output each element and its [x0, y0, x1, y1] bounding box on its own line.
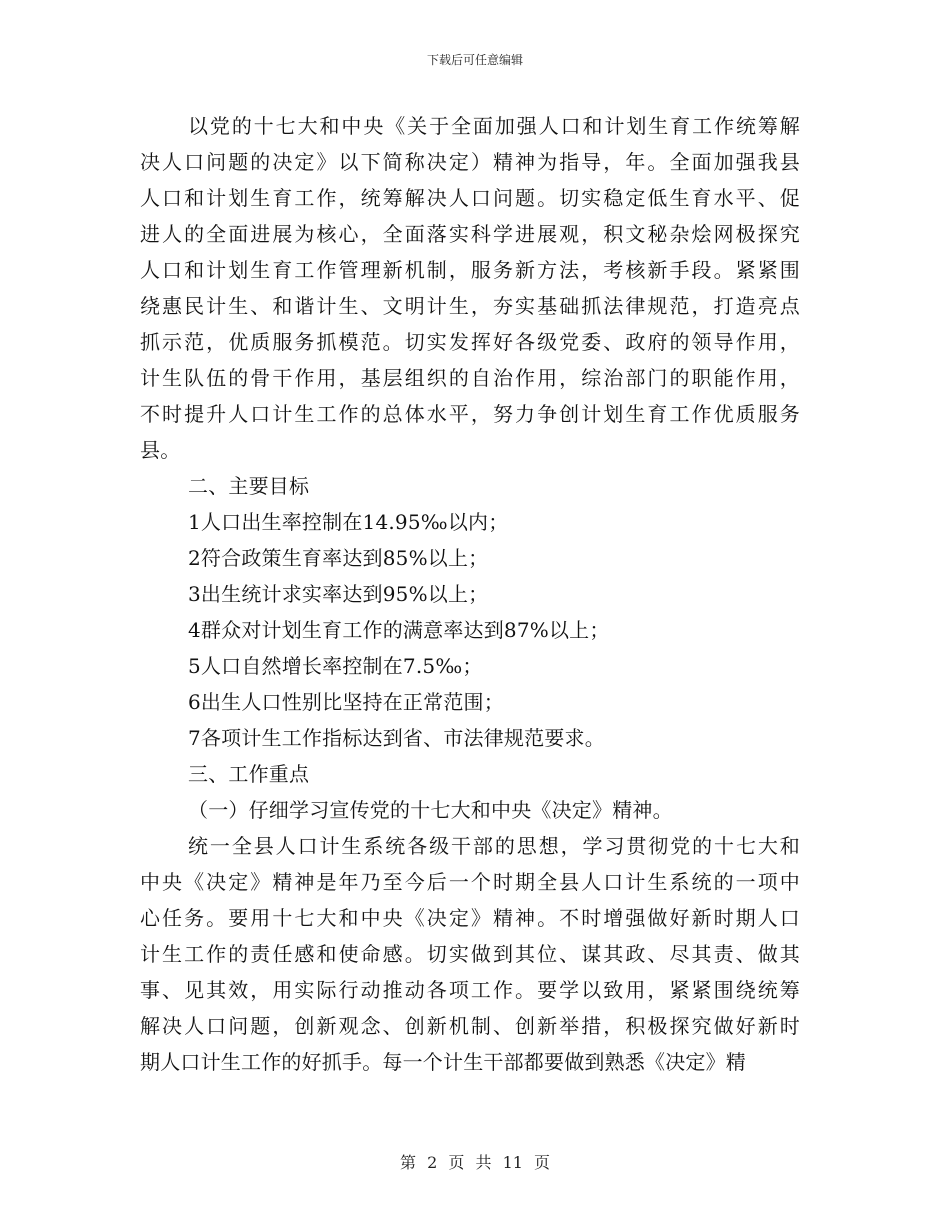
text-line: 事、见其效，用实际行动推动各项工作。要学以致用，紧紧围绕统筹: [140, 978, 800, 1002]
text-line: 三、工作重点: [188, 762, 310, 786]
paragraph: [140, 684, 800, 720]
text-line: 解决人口问题，创新观念、创新机制、创新举措，积极探究做好新时: [140, 1014, 800, 1038]
text-line: 抓示范，优质服务抓模范。切实发挥好各级党委、政府的领导作用，: [140, 330, 800, 354]
paragraph: [140, 576, 800, 612]
footer-suffix: 页: [534, 1153, 551, 1172]
text-line: 决人口问题的决定》以下简称决定）精神为指导，年。全面加强我县: [140, 150, 800, 174]
paragraph: [140, 648, 800, 684]
text-line: 人口和计划生育工作，统筹解决人口问题。切实稳定低生育水平、促: [140, 186, 800, 210]
text-line: 3出生统计求实率达到95%以上；: [188, 582, 489, 606]
page-footer: [0, 1153, 950, 1173]
text-line: 统一全县人口计生系统各级干部的思想，学习贯彻党的十七大和: [188, 834, 800, 858]
paragraph: [140, 720, 800, 756]
footer-page-number: 2: [427, 1153, 438, 1172]
text-line: 以党的十七大和中央《关于全面加强人口和计划生育工作统筹解: [188, 114, 800, 138]
text-line: 7各项计生工作指标达到省、市法律规范要求。: [188, 726, 605, 750]
document-body: [140, 108, 800, 1080]
text-line: 不时提升人口计生工作的总体水平，努力争创计划生育工作优质服务: [140, 402, 800, 426]
text-line: 县。: [140, 438, 181, 462]
text-line: 计生队伍的骨干作用，基层组织的自治作用，综治部门的职能作用，: [140, 366, 800, 390]
text-line: 进人的全面进展为核心，全面落实科学进展观，积文秘杂烩网极探究: [140, 222, 800, 246]
text-line: 6出生人口性别比坚持在正常范围；: [188, 690, 504, 714]
text-line: 5人口自然增长率控制在7.5‰；: [188, 654, 483, 678]
paragraph: [140, 756, 800, 792]
text-line: 2符合政策生育率达到85%以上；: [188, 546, 489, 570]
text-line: 二、主要目标: [188, 474, 310, 498]
paragraph: [140, 792, 800, 828]
text-line: 计生工作的责任感和使命感。切实做到其位、谋其政、尽其责、做其: [140, 942, 800, 966]
paragraph: [140, 108, 800, 468]
text-line: 4群众对计划生育工作的满意率达到87%以上；: [188, 618, 610, 642]
page-header: 下载后可任意编辑: [426, 53, 523, 67]
text-line: 1人口出生率控制在14.95‰以内；: [188, 510, 509, 534]
text-line: 绕惠民计生、和谐计生、文明计生，夯实基础抓法律规范，打造亮点: [140, 294, 800, 318]
text-line: 期人口计生工作的好抓手。每一个计生干部都要做到熟悉《决定》精: [140, 1050, 746, 1074]
paragraph: [140, 468, 800, 504]
footer-prefix: 第: [399, 1153, 416, 1172]
footer-total-pages: 11: [502, 1153, 523, 1172]
paragraph: [140, 828, 800, 1080]
footer-total-word: 共: [475, 1153, 492, 1172]
text-line: （一）仔细学习宣传党的十七大和中央《决定》精神。: [188, 798, 673, 822]
text-line: 人口和计划生育工作管理新机制，服务新方法，考核新手段。紧紧围: [140, 258, 800, 282]
paragraph: [140, 612, 800, 648]
text-line: 中央《决定》精神是年乃至今后一个时期全县人口计生系统的一项中: [140, 870, 800, 894]
paragraph: [140, 540, 800, 576]
paragraph: [140, 504, 800, 540]
footer-page-word: 页: [448, 1153, 465, 1172]
text-line: 心任务。要用十七大和中央《决定》精神。不时增强做好新时期人口: [140, 906, 800, 930]
